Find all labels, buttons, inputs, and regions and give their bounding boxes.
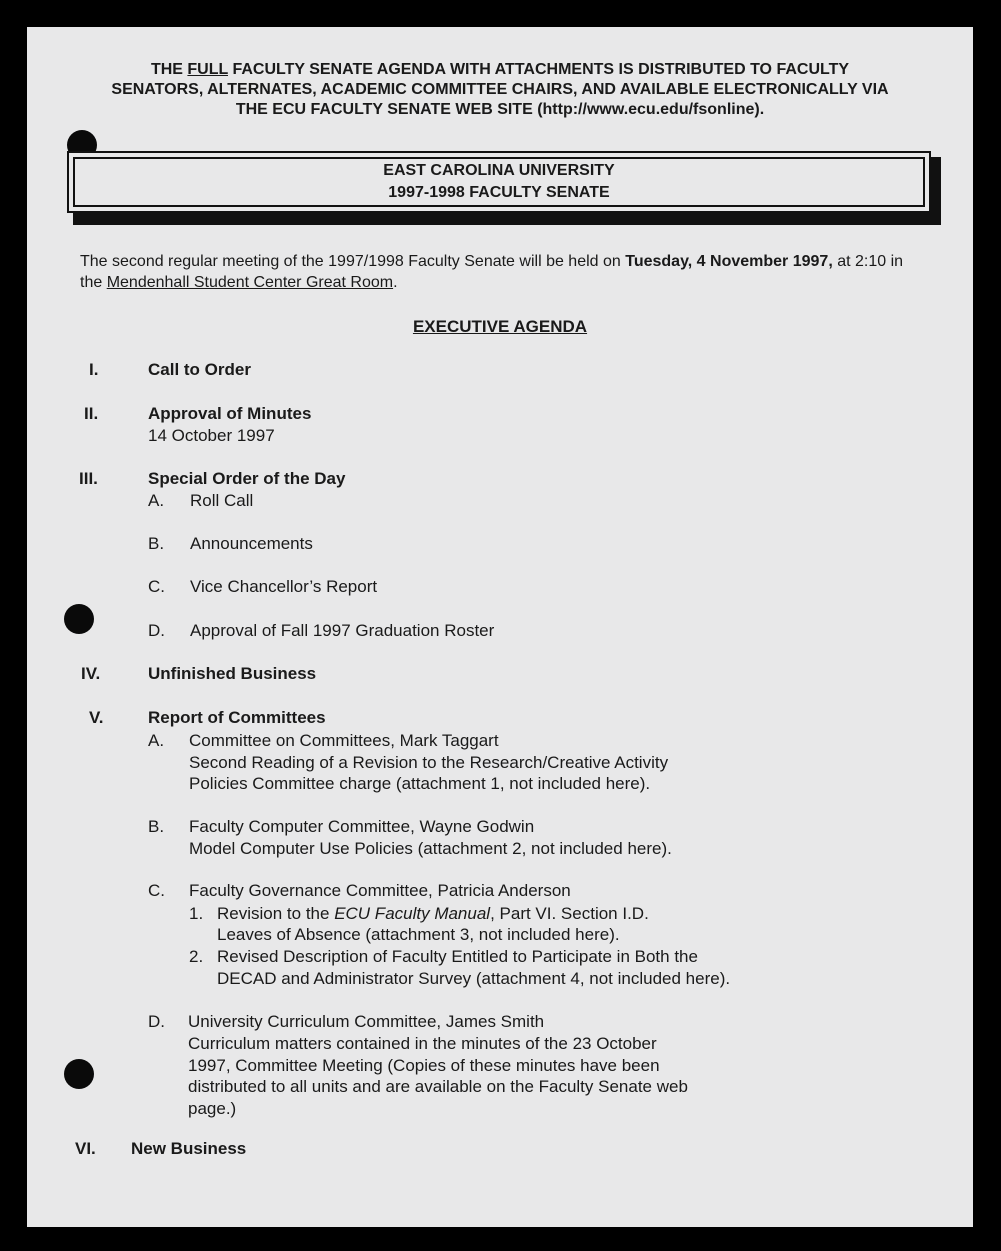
subitem-text: Revised Description of Faculty Entitled to Participate in Both the <box>217 947 698 966</box>
section-title: Unfinished Business <box>148 664 317 683</box>
notice-prefix: THE <box>150 61 183 78</box>
subitem-text-post: , Part VI. Section I.D. <box>490 904 649 923</box>
punch-hole-bottom <box>64 1059 94 1089</box>
item-letter: A. <box>148 731 165 750</box>
section-number: VI. <box>75 1139 96 1158</box>
notice-emphasis: FULL <box>187 61 228 78</box>
item-letter: C. <box>148 577 165 596</box>
intro-text: The second regular meeting of the 1997/1998 Faculty Senate will be held on <box>80 253 621 270</box>
committee-name: Faculty Governance Committee, Patricia Anderson <box>189 881 571 900</box>
subitem-text-pre: Revision to the <box>217 904 330 923</box>
section-title: New Business <box>131 1139 247 1158</box>
item-detail: distributed to all units and are available on the Faculty Senate web <box>188 1077 688 1096</box>
committee-name: Faculty Computer Committee, Wayne Godwin <box>189 817 535 836</box>
notice-line2: SENATORS, ALTERNATES, ACADEMIC COMMITTEE CHAIRS, AND AVAILABLE ELECTRONICALLY VIA <box>111 81 889 98</box>
manual-title: ECU Faculty Manual <box>334 904 491 923</box>
item-letter: D. <box>148 1012 165 1031</box>
meeting-location: Mendenhall Student Center Great Room <box>106 274 394 291</box>
item-text: Announcements <box>190 534 313 553</box>
meeting-date: Tuesday, 4 November 1997, <box>625 253 833 270</box>
punch-hole-middle <box>64 604 94 634</box>
document-page <box>27 27 973 1227</box>
subitem-detail: Leaves of Absence (attachment 3, not included here). <box>217 925 620 944</box>
subitem-text <box>217 903 649 924</box>
agenda-title: EXECUTIVE AGENDA <box>412 317 588 336</box>
section-number: V. <box>89 708 104 727</box>
item-detail: Policies Committee charge (attachment 1, not included here). <box>189 774 651 793</box>
minutes-date: 14 October 1997 <box>148 426 275 445</box>
meeting-intro <box>80 251 920 293</box>
item-letter: B. <box>148 534 165 553</box>
subitem-number: 1. <box>189 904 204 923</box>
item-letter: D. <box>148 621 165 640</box>
subitem-detail: DECAD and Administrator Survey (attachment 4, not included here). <box>217 969 731 988</box>
header-banner <box>67 151 931 213</box>
subitem-number: 2. <box>189 947 204 966</box>
item-detail: page.) <box>188 1099 237 1118</box>
item-text: Vice Chancellor’s Report <box>190 577 378 596</box>
item-detail: Curriculum matters contained in the minutes of the 23 October <box>188 1034 657 1053</box>
section-title: Special Order of the Day <box>148 469 346 488</box>
section-number: III. <box>79 469 98 488</box>
item-detail: Model Computer Use Policies (attachment 2, not included here). <box>189 839 672 858</box>
notice-line1: FACULTY SENATE AGENDA WITH ATTACHMENTS IS DISTRIBUTED TO FACULTY <box>232 61 850 78</box>
committee-name: University Curriculum Committee, James Smith <box>188 1012 545 1031</box>
committee-name: Committee on Committees, Mark Taggart <box>189 731 499 750</box>
senate-title: 1997-1998 FACULTY SENATE <box>388 184 610 201</box>
notice-line3: THE ECU FACULTY SENATE WEB SITE (http://www.ecu.edu/fsonline). <box>235 101 765 118</box>
section-title: Approval of Minutes <box>148 404 312 423</box>
item-text: Roll Call <box>190 491 254 510</box>
item-text: Approval of Fall 1997 Graduation Roster <box>190 621 495 640</box>
item-detail: Second Reading of a Revision to the Research/Creative Activity <box>189 753 669 772</box>
section-number: IV. <box>81 664 101 683</box>
item-letter: B. <box>148 817 165 836</box>
intro-end: . <box>393 274 398 291</box>
intro-text-2: at 2:10 in the <box>80 253 904 291</box>
item-letter: A. <box>148 491 165 510</box>
item-letter: C. <box>148 881 165 900</box>
section-title: Report of Committees <box>148 708 326 727</box>
section-number: II. <box>84 404 99 423</box>
university-name: EAST CAROLINA UNIVERSITY <box>383 162 615 179</box>
distribution-notice <box>57 60 943 120</box>
section-title: Call to Order <box>148 360 251 379</box>
section-number: I. <box>89 360 99 379</box>
item-detail: 1997, Committee Meeting (Copies of these minutes have been <box>188 1056 660 1075</box>
